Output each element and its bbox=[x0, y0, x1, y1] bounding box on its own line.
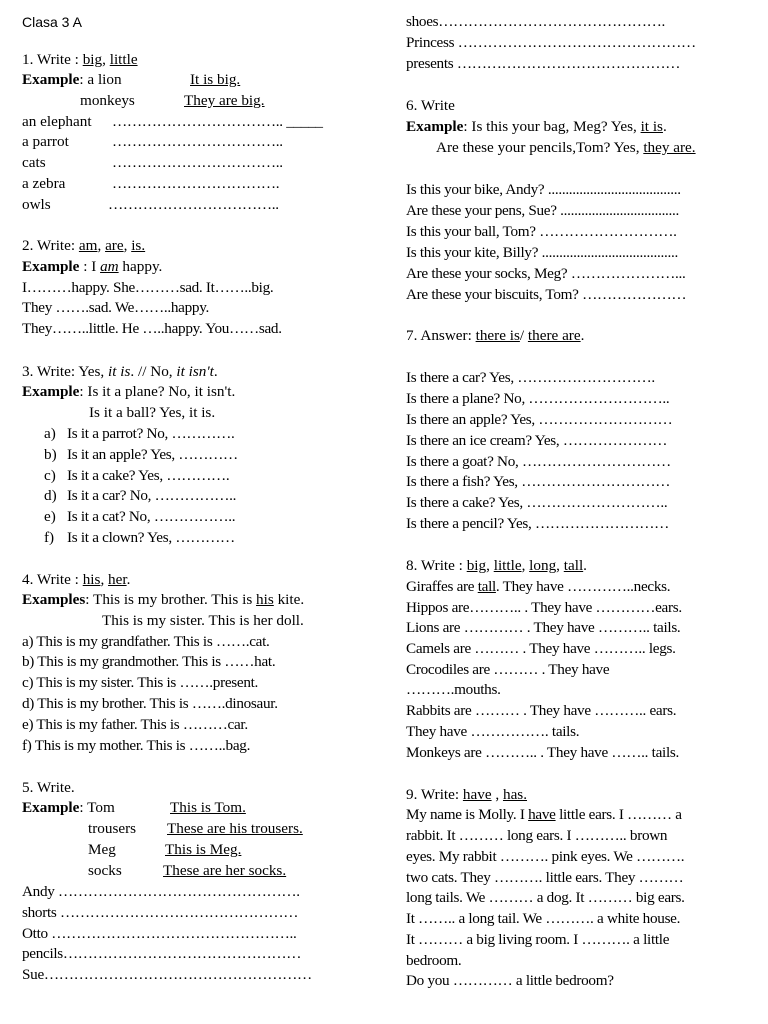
ex9-line: My name is Molly. I have little ears. I ……… a bbox=[406, 806, 682, 823]
ex9-line: It …….. a long tail. We ………. a white house. bbox=[406, 910, 681, 927]
ex4-title: 4. Write : his, her. bbox=[22, 571, 131, 588]
ex8-line: Camels are ……… . They have ……….. legs. bbox=[406, 640, 676, 657]
ex1-example-2-answer: They are big. bbox=[184, 92, 265, 109]
ex3-item-letter: a) bbox=[44, 425, 56, 442]
ex8-line: ……….mouths. bbox=[406, 681, 501, 698]
ex7-item: Is there a goat? No, ………………………… bbox=[406, 453, 671, 470]
ex2-line: I………happy. She………sad. It……..big. bbox=[22, 279, 274, 296]
ex2-line: They …….sad. We……..happy. bbox=[22, 299, 209, 316]
ex5-title: 5. Write. bbox=[22, 779, 75, 796]
ex2-line: They……..little. He …..happy. You……sad. bbox=[22, 320, 282, 337]
ex3-title: 3. Write: Yes, it is. // No, it isn't. bbox=[22, 363, 218, 380]
ex5-example-item: socks bbox=[88, 862, 122, 879]
ex5-item: Andy …………………………………………. bbox=[22, 883, 300, 900]
ex8-line: Rabbits are ……… . They have ……….. ears. bbox=[406, 702, 677, 719]
ex1-blank: ……………………………. bbox=[112, 175, 280, 192]
ex1-item: a zebra bbox=[22, 175, 66, 192]
ex7-item: Is there an ice cream? Yes, ………………… bbox=[406, 432, 668, 449]
ex1-item: a parrot bbox=[22, 133, 69, 150]
ex7-title: 7. Answer: there is/ there are. bbox=[406, 327, 585, 344]
ex7-item: Is there a cake? Yes, ……………………….. bbox=[406, 494, 668, 511]
ex1-blank: …………………………….. bbox=[112, 154, 283, 171]
ex6-item: Are these your pens, Sue? .................................. bbox=[406, 202, 680, 219]
ex9-line: long tails. We ……… a dog. It ……… big ears. bbox=[406, 889, 685, 906]
ex8-line: They have ……………. tails. bbox=[406, 723, 580, 740]
ex9-title: 9. Write: have , has. bbox=[406, 786, 528, 803]
ex3-item: Is it a car? No, …………….. bbox=[67, 487, 237, 504]
ex3-item: Is it an apple? Yes, ………… bbox=[67, 446, 238, 463]
ex6-title: 6. Write bbox=[406, 97, 455, 114]
ex9-line: two cats. They ………. little ears. They ……… bbox=[406, 869, 684, 886]
ex1-title: 1. Write : big, little bbox=[22, 51, 138, 68]
ex1-example-answer: It is big. bbox=[190, 71, 241, 88]
ex1-item: cats bbox=[22, 154, 46, 171]
ex2-title: 2. Write: am, are, is. bbox=[22, 237, 146, 254]
ex3-item-letter: b) bbox=[44, 446, 57, 463]
ex1-blank: …………………………….. _____ bbox=[112, 113, 323, 130]
ex3-item-letter: f) bbox=[44, 529, 55, 546]
ex8-title: 8. Write : big, little, long, tall. bbox=[406, 557, 587, 574]
ex5-example-answer: These are his trousers. bbox=[167, 820, 303, 837]
ex3-item: Is it a cat? No, …………….. bbox=[67, 508, 236, 525]
ex5-item: pencils………………………………………… bbox=[22, 945, 302, 962]
ex8-line: Monkeys are ……….. . They have …….. tails. bbox=[406, 744, 679, 761]
ex8-line: Crocodiles are ……… . They have bbox=[406, 661, 610, 678]
ex5-example-answer: This is Meg. bbox=[165, 841, 242, 858]
ex1-blank: …………………………….. bbox=[108, 196, 279, 213]
ex1-item: owls bbox=[22, 196, 51, 213]
ex4-example-2: This is my sister. This is her doll. bbox=[102, 612, 304, 629]
ex7-item: Is there an apple? Yes, ……………………… bbox=[406, 411, 673, 428]
ex1-example: Example: a lion bbox=[22, 71, 122, 88]
ex4-item: e) This is my father. This is ………car. bbox=[22, 716, 248, 733]
ex7-item: Is there a pencil? Yes, ……………………… bbox=[406, 515, 670, 532]
ex8-line: Giraffes are tall. They have …………..necks. bbox=[406, 578, 671, 595]
ex5-item-continued: shoes………………………………………. bbox=[406, 13, 666, 30]
ex5-item: shorts ………………………………………… bbox=[22, 904, 299, 921]
ex3-item: Is it a clown? Yes, ………… bbox=[67, 529, 235, 546]
ex3-item-letter: e) bbox=[44, 508, 56, 525]
ex1-blank: …………………………….. bbox=[112, 133, 283, 150]
ex5-example-item: Meg bbox=[88, 841, 116, 858]
ex3-item-letter: d) bbox=[44, 487, 57, 504]
ex7-item: Is there a car? Yes, ………………………. bbox=[406, 369, 655, 386]
ex9-line: bedroom. bbox=[406, 952, 462, 969]
ex9-line: eyes. My rabbit ………. pink eyes. We ………. bbox=[406, 848, 685, 865]
ex5-example-answer: This is Tom. bbox=[170, 799, 246, 816]
ex6-item: Are these your socks, Meg? …………………... bbox=[406, 265, 686, 282]
ex6-item: Is this your ball, Tom? ………………………. bbox=[406, 223, 677, 240]
ex4-item: f) This is my mother. This is ……..bag. bbox=[22, 737, 251, 754]
ex4-item: a) This is my grandfather. This is …….cat. bbox=[22, 633, 270, 650]
ex5-example-item: trousers bbox=[88, 820, 137, 837]
ex1-item: an elephant bbox=[22, 113, 92, 130]
ex5-item-continued: presents ……………………………………… bbox=[406, 55, 681, 72]
ex7-item: Is there a fish? Yes, ………………………… bbox=[406, 473, 671, 490]
ex5-item: Otto ………………………………………….. bbox=[22, 925, 297, 942]
ex8-line: Hippos are……….. . They have …………ears. bbox=[406, 599, 682, 616]
ex2-example: Example : I am happy. bbox=[22, 258, 163, 275]
ex6-item: Is this your bike, Andy? ...................................... bbox=[406, 181, 681, 198]
ex4-item: d) This is my brother. This is …….dinosaur. bbox=[22, 695, 278, 712]
ex7-item: Is there a plane? No, ……………………….. bbox=[406, 390, 670, 407]
ex4-item: b) This is my grandmother. This is ……hat. bbox=[22, 653, 276, 670]
ex4-item: c) This is my sister. This is …….present. bbox=[22, 674, 259, 691]
ex5-example-answer: These are her socks. bbox=[163, 862, 287, 879]
ex6-example: Example: Is this your bag, Meg? Yes, it is. bbox=[406, 118, 667, 135]
ex1-example-2-item: monkeys bbox=[80, 92, 135, 109]
ex6-item: Are these your biscuits, Tom? ………………… bbox=[406, 286, 687, 303]
ex9-line: Do you ………… a little bedroom? bbox=[406, 972, 614, 989]
class-label: Clasa 3 A bbox=[22, 14, 82, 30]
ex5-item: Sue……………………………………………… bbox=[22, 966, 312, 983]
ex9-line: It ……… a big living room. I ………. a little bbox=[406, 931, 670, 948]
ex4-example: Examples: This is my brother. This is his kite. bbox=[22, 591, 305, 608]
ex9-line: rabbit. It ……… long ears. I ……….. brown bbox=[406, 827, 668, 844]
ex3-item-letter: c) bbox=[44, 467, 56, 484]
ex5-item-continued: Princess ………………………………………… bbox=[406, 34, 696, 51]
ex3-example: Example: Is it a plane? No, it isn't. bbox=[22, 383, 236, 400]
ex5-example: Example: Tom bbox=[22, 799, 115, 816]
ex3-item: Is it a cake? Yes, …………. bbox=[67, 467, 230, 484]
ex8-line: Lions are ………… . They have ……….. tails. bbox=[406, 619, 681, 636]
ex3-item: Is it a parrot? No, …………. bbox=[67, 425, 235, 442]
ex6-example-2: Are these your pencils,Tom? Yes, they are. bbox=[436, 139, 696, 156]
ex6-item: Is this your kite, Billy? ....................................... bbox=[406, 244, 679, 261]
ex3-example-2: Is it a ball? Yes, it is. bbox=[89, 404, 216, 421]
